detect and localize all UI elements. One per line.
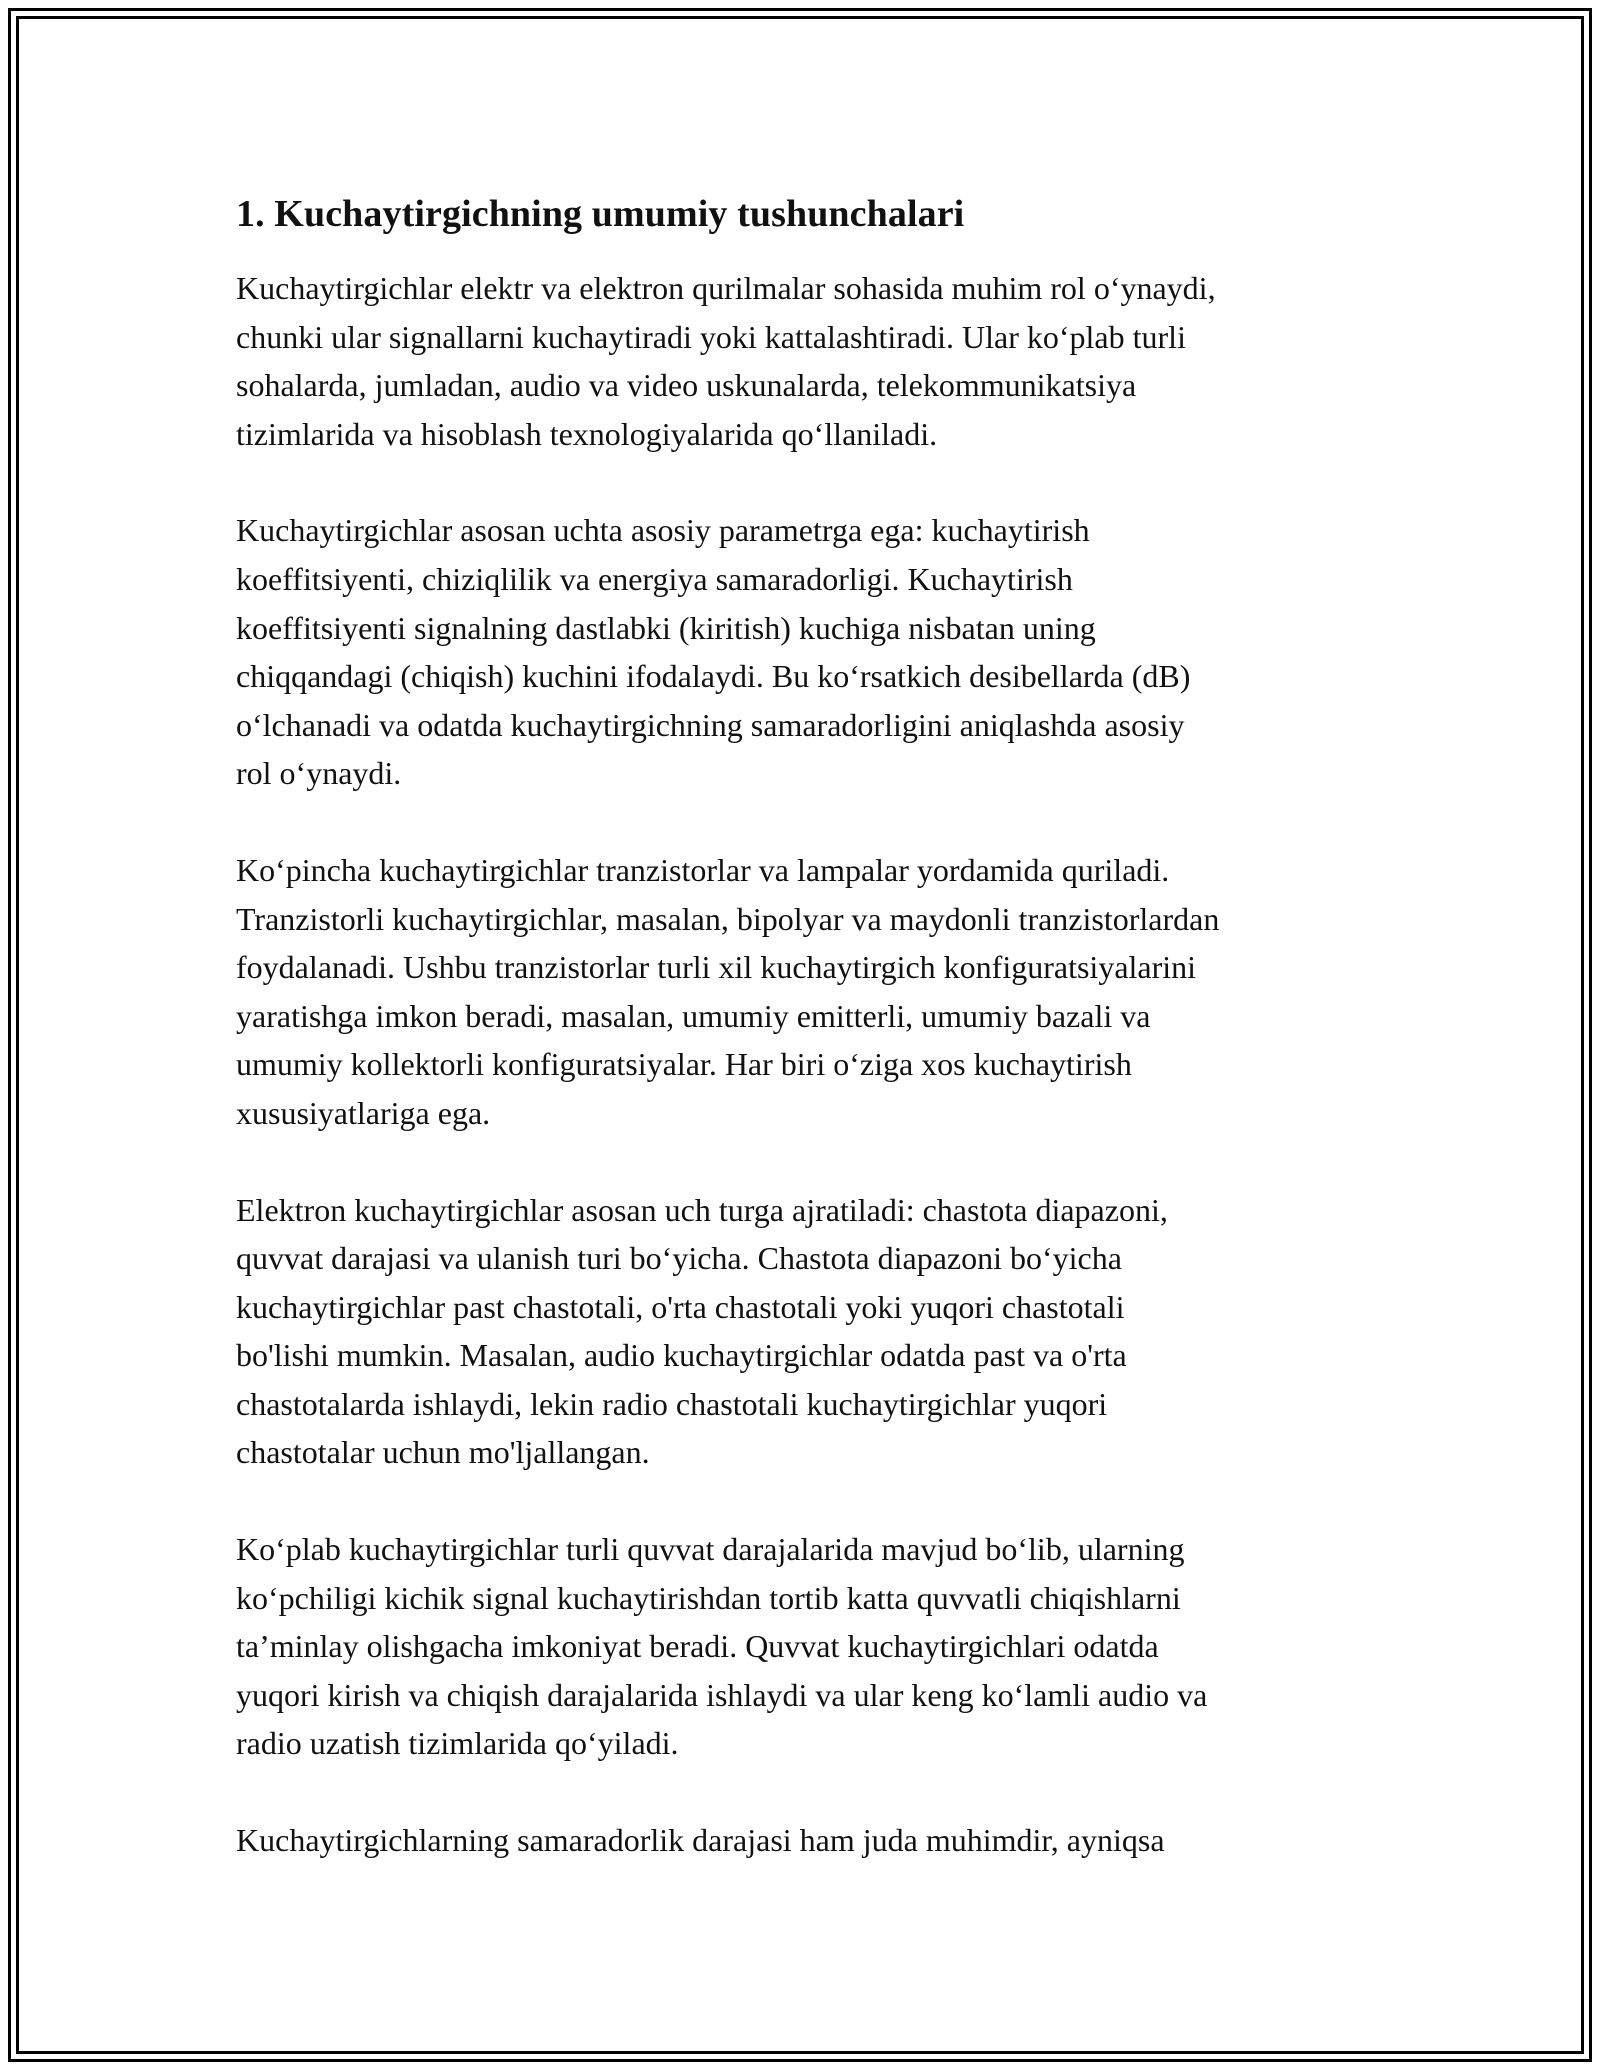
paragraph-1: Kuchaytirgichlar elektr va elektron qurilmalar sohasida muhim rol o‘ynaydi, chunki ular signallarni kuchaytiradi yoki kattalashtiradi. Ular ko‘plab turli sohalarda, jumladan, audio va video uskunalarda, telekommunikatsiya tizimlarida va hisoblash texnologiyalarida qo‘llaniladi. xyxy=(236,270,1216,452)
paragraph-6: Kuchaytirgichlarning samaradorlik darajasi ham juda muhimdir, ayniqsa xyxy=(236,1822,1165,1859)
paragraph-3: Ko‘pincha kuchaytirgichlar tranzistorlar va lampalar yordamida quriladi. Tranzistorli kuchaytirgichlar, masalan, bipolyar va maydonli tranzistorlardan foydalanadi. Ushbu tranzistorlar turli xil kuchaytirgich konfiguratsiyalarini yaratishga imkon beradi, masalan, umumiy emitterli, umumiy bazali va umumiy kollektorli konfiguratsiyalar. Har biri o‘ziga xos kuchaytirish xususiyatlariga ega. xyxy=(236,851,1220,1131)
paragraph-5: Ko‘plab kuchaytirgichlar turli quvvat darajalarida mavjud bo‘lib, ularning ko‘pchiligi kichik signal kuchaytirishdan tortib katta quvvatli chiqishlarni ta’minlay olishgacha imkoniyat beradi. Quvvat kuchaytirgichlari odatda yuqori kirish va chiqish darajalarida ishlaydi va ular keng ko‘lamli audio va radio uzatish tizimlarida qo‘yiladi. xyxy=(236,1531,1208,1762)
paragraph-2: Kuchaytirgichlar asosan uchta asosiy parametrga ega: kuchaytirish koeffitsiyenti, chiziqlilik va energiya samaradorligi. Kuchaytirish koeffitsiyenti signalning dastlabki (kiritish) kuchiga nisbatan uning chiqqandagi (chiqish) kuchini ifodalaydi. Bu ko‘rsatkich desibellarda (dB) o‘lchanadi va odatda kuchaytirgichning samaradorligini aniqlashda asosiy rol o‘ynaydi. xyxy=(236,512,1191,792)
document-body xyxy=(236,186,1376,1913)
section-heading: 1. Kuchaytirgichning umumiy tushunchalari xyxy=(236,193,965,235)
paragraph-4: Elektron kuchaytirgichlar asosan uch turga ajratiladi: chastota diapazoni, quvvat darajasi va ulanish turi bo‘yicha. Chastota diapazoni bo‘yicha kuchaytirgichlar past chastotali, o'rta chastotali yoki yuqori chastotali bo'lishi mumkin. Masalan, audio kuchaytirgichlar odatda past va o'rta chastotalarda ishlaydi, lekin radio chastotali kuchaytirgichlar yuqori chastotalar uchun mo'ljallangan. xyxy=(236,1191,1168,1471)
